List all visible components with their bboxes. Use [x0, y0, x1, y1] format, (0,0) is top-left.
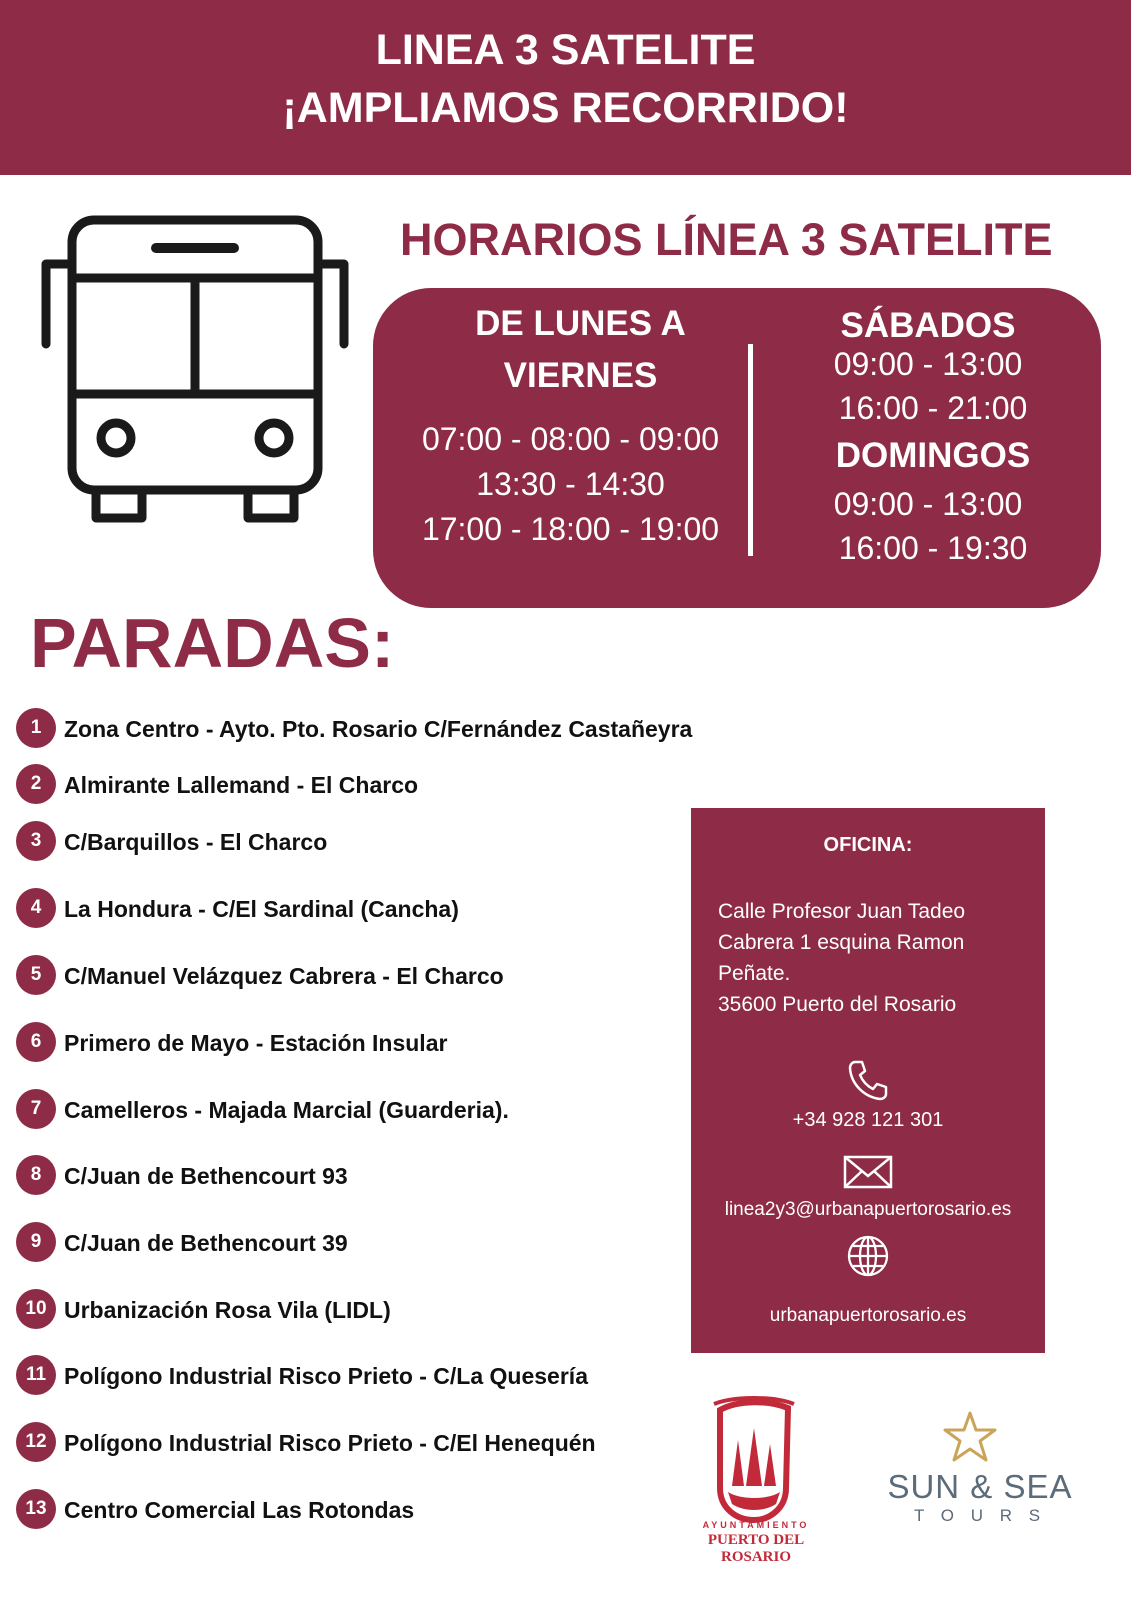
header-banner: [0, 0, 1131, 175]
phone-icon: [846, 1058, 890, 1102]
stop-number-badge: 13: [16, 1489, 56, 1529]
weekdays-title-1: DE LUNES A: [475, 304, 686, 343]
schedule-title: HORARIOS LÍNEA 3 SATELITE: [400, 214, 1053, 265]
sunday-time: 09:00 - 13:00: [833, 486, 1023, 522]
ayuntamiento-logo: [678, 1396, 834, 1565]
stop-number-badge: 9: [16, 1222, 56, 1262]
office-address: [718, 896, 1018, 1020]
stop-number-badge: 1: [16, 708, 56, 748]
office-email[interactable]: linea2y3@urbanapuertorosario.es: [724, 1199, 1012, 1220]
office-phone[interactable]: +34 928 121 301: [792, 1109, 944, 1131]
sunsea-name: SUN & SEA: [887, 1468, 1073, 1505]
stop-label: Almirante Lallemand - El Charco: [64, 772, 419, 798]
schedule-divider: [748, 344, 753, 556]
coat-of-arms-icon: [678, 1396, 834, 1524]
stop-number-badge: 6: [16, 1022, 56, 1062]
stop-number-badge: 5: [16, 955, 56, 995]
weekdays-title-2: VIERNES: [503, 356, 658, 395]
saturday-time: 16:00 - 21:00: [838, 390, 1028, 426]
bus-icon: [38, 212, 358, 542]
weekday-time: 13:30 - 14:30: [476, 466, 665, 502]
stop-number-badge: 11: [16, 1355, 56, 1395]
stop-label: Zona Centro - Ayto. Pto. Rosario C/Fernández Castañeyra: [64, 716, 693, 742]
stop-label: C/Juan de Bethencourt 93: [64, 1163, 348, 1189]
stop-label: Primero de Mayo - Estación Insular: [64, 1030, 448, 1056]
stop-label: Urbanización Rosa Vila (LIDL): [64, 1297, 391, 1323]
stop-label: La Hondura - C/El Sardinal (Cancha): [64, 896, 459, 922]
saturday-time: 09:00 - 13:00: [833, 346, 1023, 382]
stop-label: Camelleros - Majada Marcial (Guarderia).: [64, 1097, 509, 1123]
sundays-title: DOMINGOS: [835, 436, 1031, 475]
office-panel: [691, 808, 1045, 1353]
sunday-time: 16:00 - 19:30: [838, 530, 1028, 566]
office-title: OFICINA:: [823, 834, 913, 856]
weekday-time: 07:00 - 08:00 - 09:00: [421, 421, 720, 457]
stop-label: C/Manuel Velázquez Cabrera - El Charco: [64, 963, 504, 989]
stop-label: Polígono Industrial Risco Prieto - C/El Henequén: [64, 1430, 596, 1456]
stop-label: Polígono Industrial Risco Prieto - C/La Quesería: [64, 1363, 588, 1389]
stop-number-badge: 12: [16, 1422, 56, 1462]
office-web[interactable]: urbanapuertorosario.es: [769, 1305, 967, 1326]
stop-label: Centro Comercial Las Rotondas: [64, 1497, 415, 1523]
schedule-box: [373, 288, 1101, 608]
stop-number-badge: 10: [16, 1289, 56, 1329]
stop-number-badge: 4: [16, 888, 56, 928]
star-icon: [940, 1410, 1000, 1465]
stops-title: PARADAS:: [30, 604, 395, 682]
saturdays-title: SÁBADOS: [840, 306, 1016, 345]
header-title: LINEA 3 SATELITE: [375, 26, 756, 74]
sun-sea-logo: [885, 1410, 1075, 1530]
header-subtitle: ¡AMPLIAMOS RECORRIDO!: [282, 84, 849, 132]
stop-number-badge: 3: [16, 821, 56, 861]
stop-number-badge: 7: [16, 1089, 56, 1129]
stop-number-badge: 2: [16, 764, 56, 804]
mail-icon: [843, 1150, 893, 1194]
globe-icon: [846, 1234, 890, 1278]
stop-label: C/Juan de Bethencourt 39: [64, 1230, 348, 1256]
ayuntamiento-small-label: AYUNTAMIENTO: [702, 1520, 810, 1530]
address-line: Peñate.: [718, 962, 791, 985]
ayuntamiento-name: PUERTO DEL ROSARIO: [707, 1532, 805, 1565]
sunsea-sub: T O U R S: [913, 1506, 1047, 1525]
stop-label: C/Barquillos - El Charco: [64, 829, 328, 855]
address-line: Cabrera 1 esquina Ramon: [718, 931, 965, 954]
address-line: 35600 Puerto del Rosario: [718, 993, 957, 1016]
weekday-time: 17:00 - 18:00 - 19:00: [421, 511, 720, 547]
address-line: Calle Profesor Juan Tadeo: [718, 900, 966, 923]
stop-number-badge: 8: [16, 1155, 56, 1195]
